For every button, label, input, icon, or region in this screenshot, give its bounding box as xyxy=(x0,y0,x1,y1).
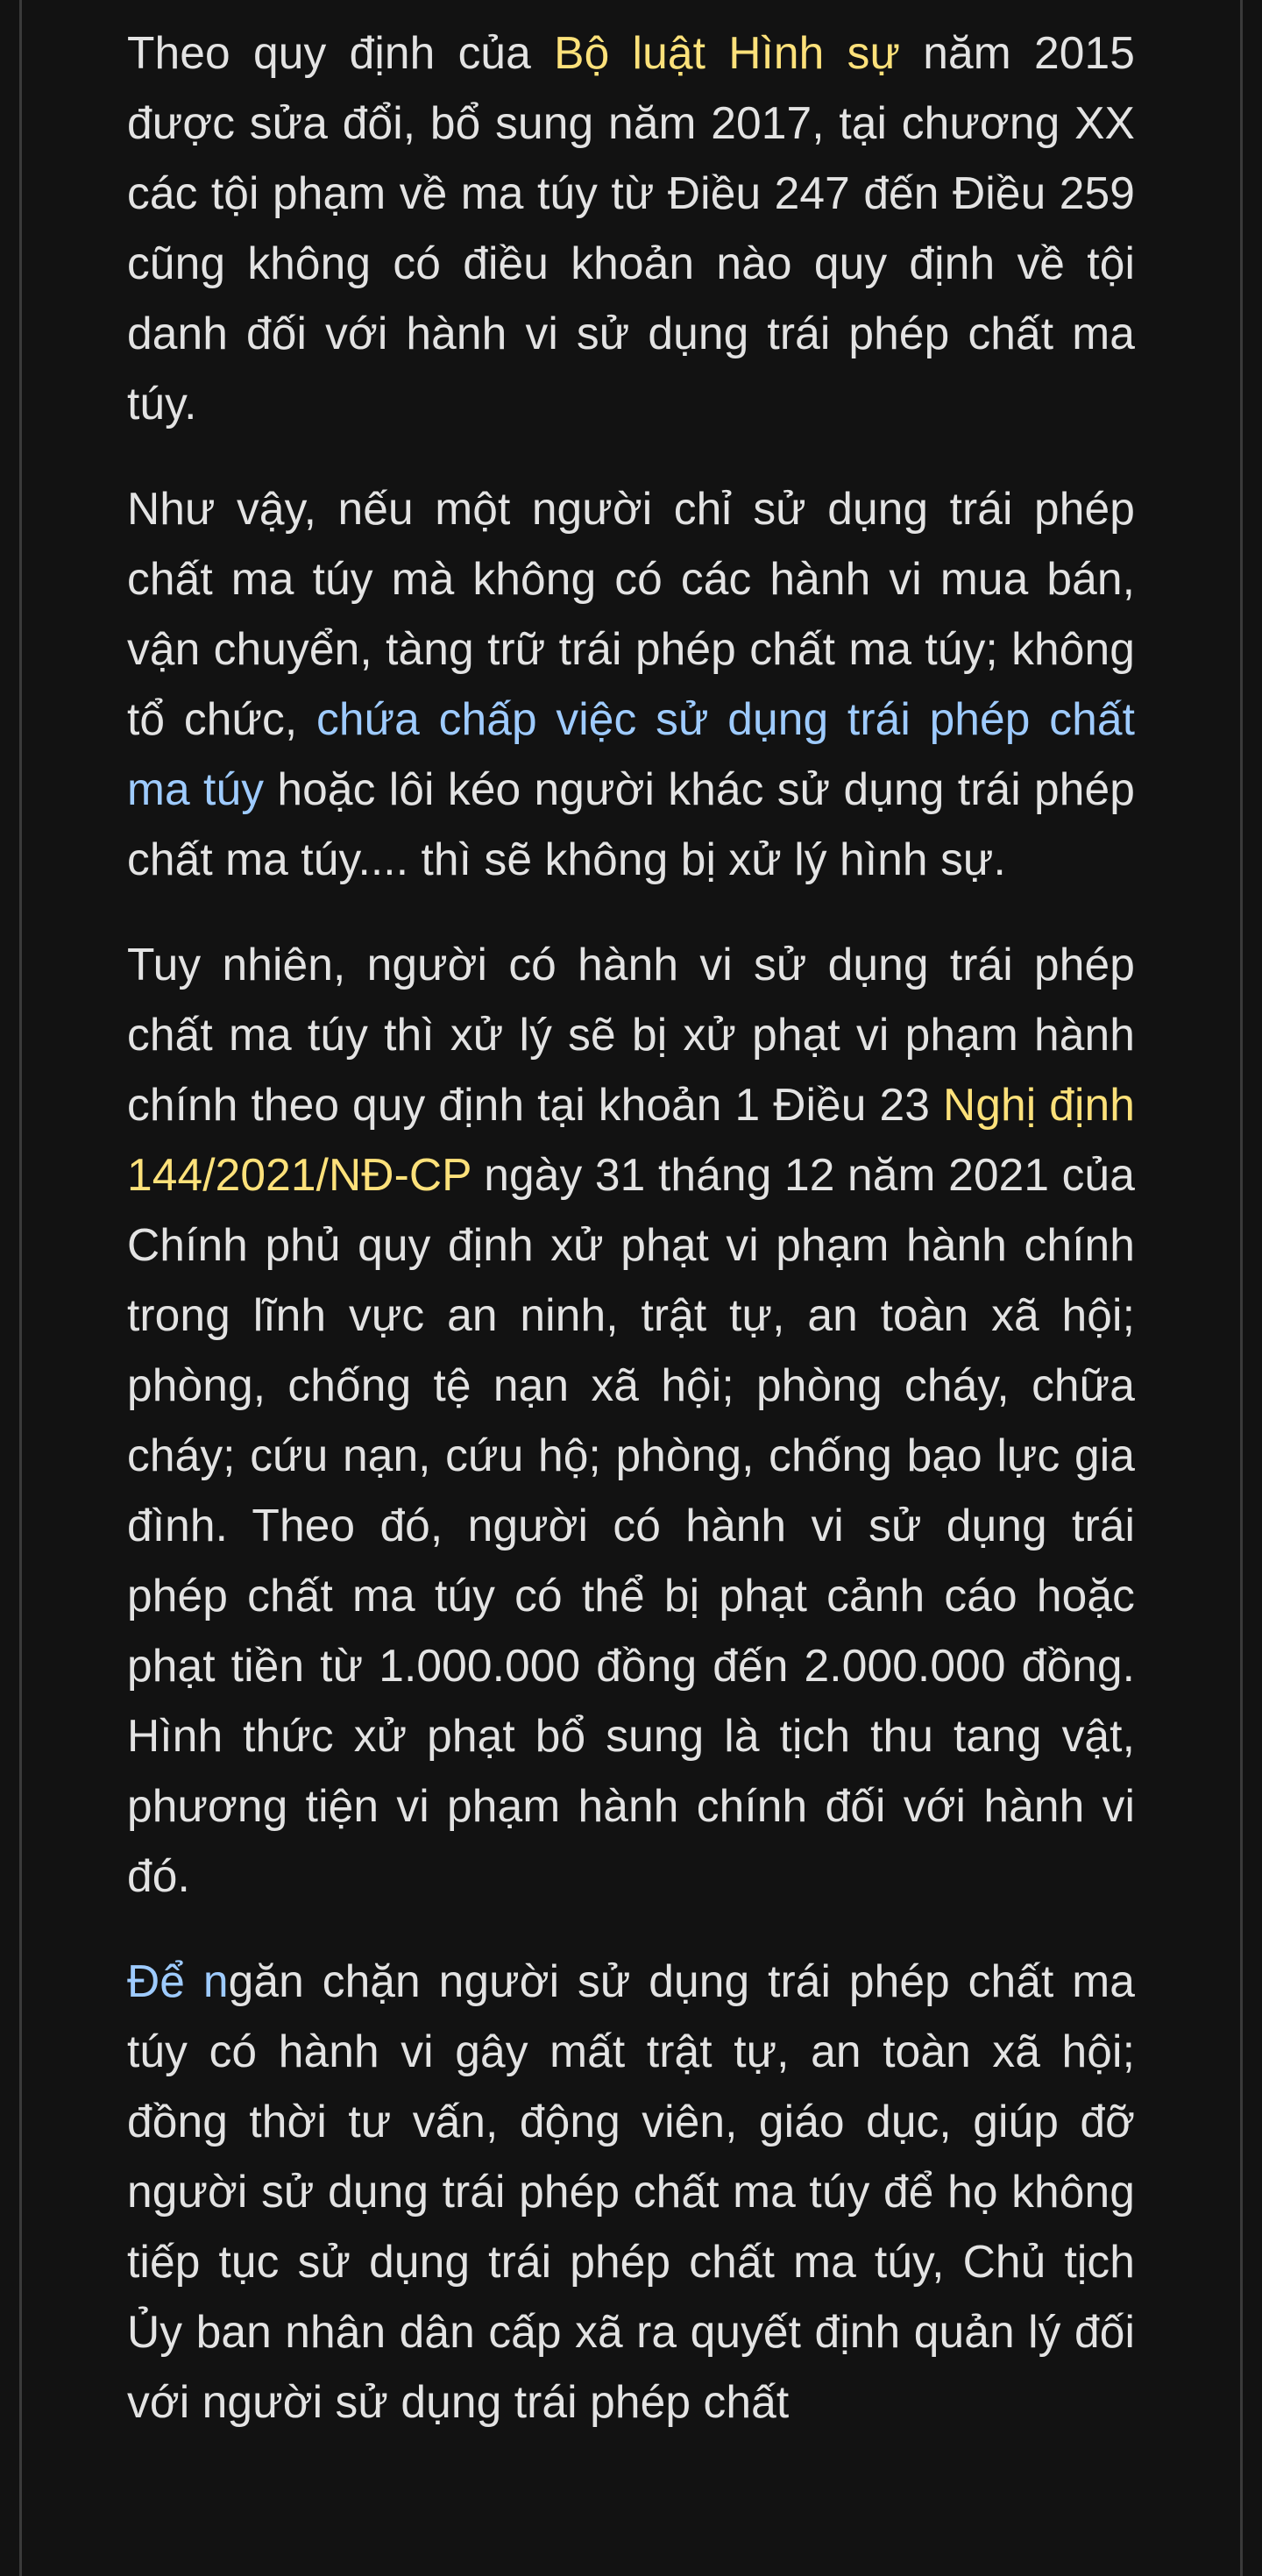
right-border xyxy=(1240,0,1243,2576)
harboring-drug-use-link[interactable]: chứa chấp việc sử dụng trái phép chất ma túy xyxy=(127,693,1135,814)
paragraph-administrative-penalty xyxy=(127,929,1135,1911)
paragraph-criminal-code xyxy=(127,18,1135,438)
paragraph-no-criminal-liability xyxy=(127,473,1135,894)
paragraph-text: ngày 31 tháng 12 năm 2021 của Chính phủ quy định xử phạt vi phạm hành chính trong lĩnh vực an ninh, trật tự, an toàn xã hội; phòng, chống tệ nạn xã hội; phòng cháy, chữa cháy; cứu nạn, cứu hộ; phòng, chống bạo lực gia đình. Theo đó, người có hành vi sử dụng trái phép chất ma túy có thể bị phạt cảnh cáo hoặc phạt tiền từ 1.000.000 đồng đến 2.000.000 đồng. Hình thức xử phạt bổ sung là tịch thu tang vật, phương tiện vi phạm hành chính đối với hành vi đó. xyxy=(127,1149,1135,1901)
left-border xyxy=(19,0,22,2576)
article-body xyxy=(127,18,1135,2472)
paragraph-text: Theo quy định của xyxy=(127,27,555,78)
paragraph-text: hoặc lôi kéo người khác sử dụng trái phép chất ma túy.... thì sẽ không bị xử lý hình sự. xyxy=(127,763,1136,884)
prevention-link[interactable]: Để n xyxy=(127,1955,229,2006)
paragraph-management-decision xyxy=(127,1946,1135,2437)
criminal-code-link[interactable]: Bộ luật Hình sự xyxy=(554,27,901,78)
paragraph-text: năm 2015 được sửa đổi, bổ sung năm 2017, tại chương XX các tội phạm về ma túy từ Điều 247 đến Điều 259 cũng không có điều khoản nào quy định về tội danh đối với hành vi sử dụng trái phép chất ma túy. xyxy=(127,27,1135,429)
paragraph-text: Như vậy, nếu một người chỉ sử dụng trái phép chất ma túy mà không có các hành vi mua bán, vận chuyển, tàng trữ trái phép chất ma túy; không tổ chức, xyxy=(127,483,1135,744)
paragraph-text: găn chặn người sử dụng trái phép chất ma túy có hành vi gây mất trật tự, an toàn xã hội; đồng thời tư vấn, động viên, giáo dục, giúp đỡ người sử dụng trái phép chất ma túy để họ không tiếp tục sử dụng trái phép chất ma túy, Chủ tịch Ủy ban nhân dân cấp xã ra quyết định quản lý đối với người sử dụng trái phép chất xyxy=(127,1955,1136,2427)
paragraph-text: Tuy nhiên, người có hành vi sử dụng trái phép chất ma túy thì xử lý sẽ bị xử phạt vi phạm hành chính theo quy định tại khoản 1 Điều 23 xyxy=(127,939,1135,1130)
decree-144-link[interactable]: Nghị định 144/2021/NĐ-CP xyxy=(127,1079,1135,1200)
